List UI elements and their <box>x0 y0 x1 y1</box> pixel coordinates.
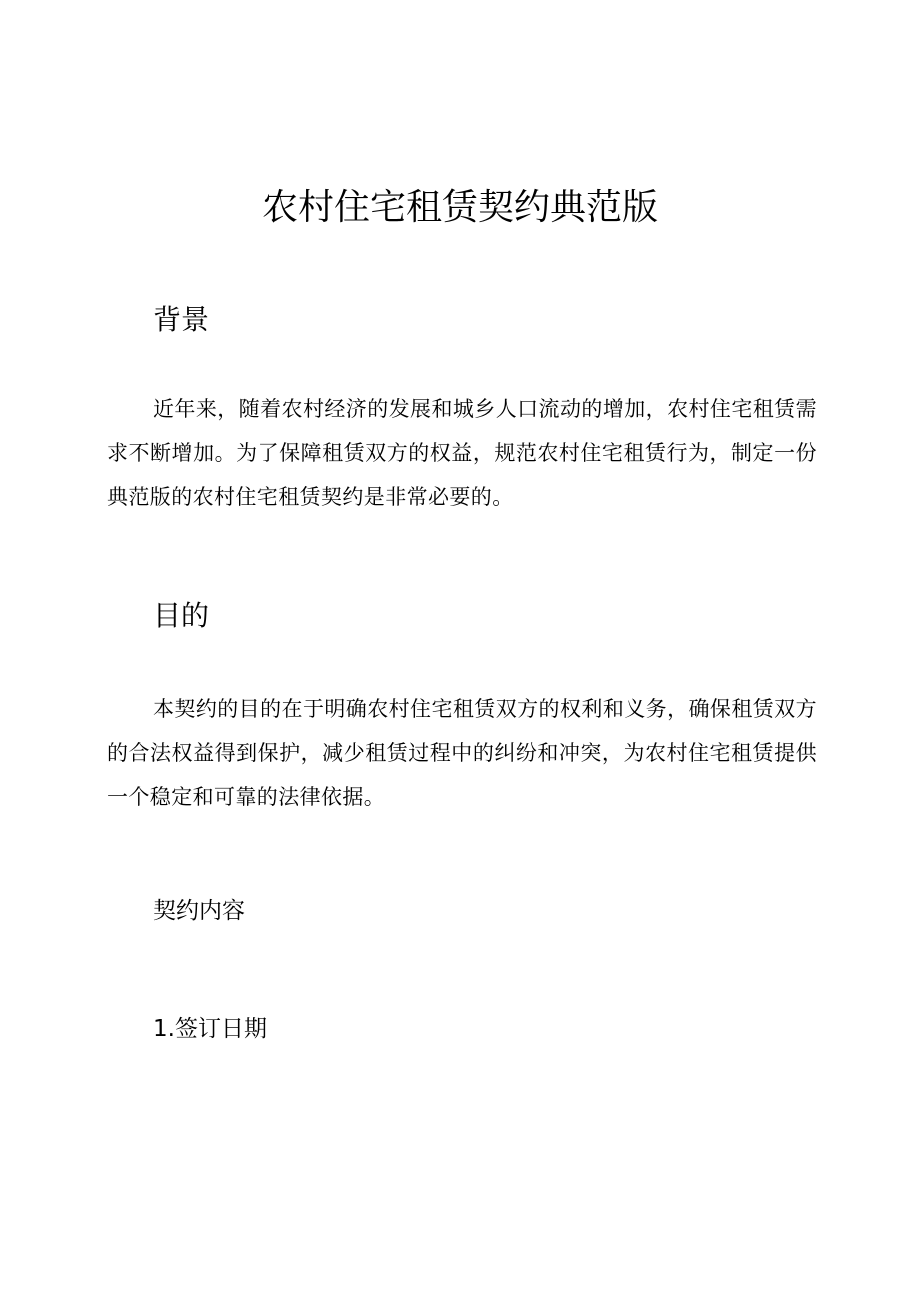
section-paragraph-purpose: 本契约的目的在于明确农村住宅租赁双方的权利和义务，确保租赁双方的合法权益得到保护，减少租赁过程中的纠纷和冲突，为农村住宅租赁提供一个稳定和可靠的法律依据。 <box>107 697 817 809</box>
section-paragraph-background: 近年来，随着农村经济的发展和城乡人口流动的增加，农村住宅租赁需求不断增加。为了保障租赁双方的权益，规范农村住宅租赁行为，制定一份典范版的农村住宅租赁契约是非常必要的。 <box>107 397 817 509</box>
contract-contents-heading: 契约内容 <box>153 898 245 924</box>
item-signing-date-heading: 1.签订日期 <box>153 1016 267 1042</box>
document-title: 农村住宅租赁契约典范版 <box>261 187 658 228</box>
section-heading-background: 背景 <box>153 303 210 336</box>
section-heading-purpose: 目的 <box>153 599 210 632</box>
